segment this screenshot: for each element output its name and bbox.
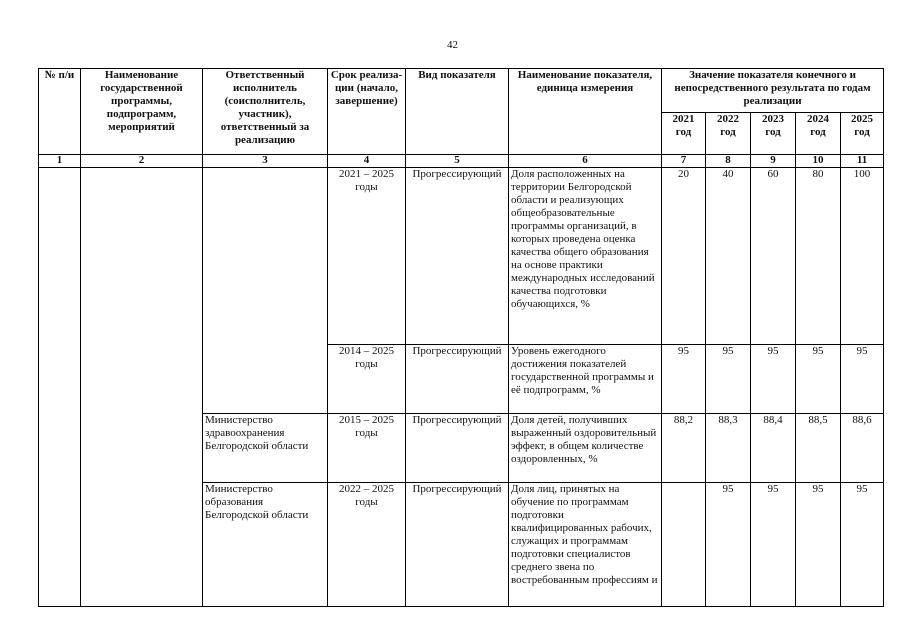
cell-number [39,168,81,607]
cell-value: 60 [751,168,796,345]
header-year: 2021 год [662,113,706,155]
column-number: 11 [841,155,884,168]
cell-period: 2015 – 2025 годы [328,414,406,483]
cell-value: 88,4 [751,414,796,483]
header-col-number: № п/и [39,69,81,155]
cell-value: 95 [751,483,796,607]
cell-period: 2022 – 2025 годы [328,483,406,607]
cell-executor: Министерство образования Белгородской области [203,483,328,607]
cell-value: 95 [706,483,751,607]
cell-value: 95 [841,345,884,414]
cell-value: 88,5 [796,414,841,483]
column-number: 10 [796,155,841,168]
cell-indicator: Доля лиц, принятых на обучение по программам подготовки квалифицированных рабочих, служащих и программам подготовки специалистов среднего звена по востребованным профессиям и [509,483,662,607]
header-year: 2025 год [841,113,884,155]
cell-value: 80 [796,168,841,345]
header-year: 2024 год [796,113,841,155]
header-year: 2023 год [751,113,796,155]
column-number: 9 [751,155,796,168]
cell-value: 100 [841,168,884,345]
cell-type: Прогрессирующий [406,345,509,414]
header-col-period: Срок реализа-ции (начало, завершение) [328,69,406,155]
table-row [39,168,884,345]
cell-value: 95 [751,345,796,414]
header-row [39,69,884,113]
column-number: 5 [406,155,509,168]
cell-program [81,168,203,607]
column-numbers-row [39,155,884,168]
cell-indicator: Уровень ежегодного достижения показателей государственной программы и её подпрограмм, % [509,345,662,414]
cell-type: Прогрессирующий [406,483,509,607]
cell-value: 40 [706,168,751,345]
column-number: 6 [509,155,662,168]
cell-period: 2021 – 2025 годы [328,168,406,345]
cell-indicator: Доля расположенных на территории Белгородской области и реализующих общеобразовательные программы организаций, в которых проведена оценка качества общего образования на основе практики международных исследований качества подготовки обучающихся, % [509,168,662,345]
cell-executor [203,168,328,414]
header-col-program: Наименование государственной программы, подпрограмм, мероприятий [81,69,203,155]
cell-value: 95 [796,483,841,607]
cell-value: 20 [662,168,706,345]
cell-value: 95 [796,345,841,414]
header-values-group: Значение показателя конечного и непосредственного результата по годам реализации [662,69,884,113]
cell-period: 2014 – 2025 годы [328,345,406,414]
column-number: 7 [662,155,706,168]
column-number: 2 [81,155,203,168]
header-col-indicator: Наименование показателя, единица измерения [509,69,662,155]
cell-type: Прогрессирующий [406,414,509,483]
cell-value [662,483,706,607]
header-col-executor: Ответственный исполнитель (соисполнитель, участник), ответственный за реализацию [203,69,328,155]
cell-value: 88,2 [662,414,706,483]
cell-value: 88,6 [841,414,884,483]
cell-value: 88,3 [706,414,751,483]
page-number: 42 [447,39,458,51]
cell-value: 95 [841,483,884,607]
cell-indicator: Доля детей, получивших выраженный оздоровительный эффект, в общем количестве оздоровленных, % [509,414,662,483]
header-year: 2022 год [706,113,751,155]
column-number: 3 [203,155,328,168]
column-number: 4 [328,155,406,168]
column-number: 1 [39,155,81,168]
indicators-table [38,68,884,607]
cell-value: 95 [706,345,751,414]
cell-value: 95 [662,345,706,414]
cell-executor: Министерство здравоохранения Белгородской области [203,414,328,483]
column-number: 8 [706,155,751,168]
cell-type: Прогрессирующий [406,168,509,345]
header-col-type: Вид показателя [406,69,509,155]
